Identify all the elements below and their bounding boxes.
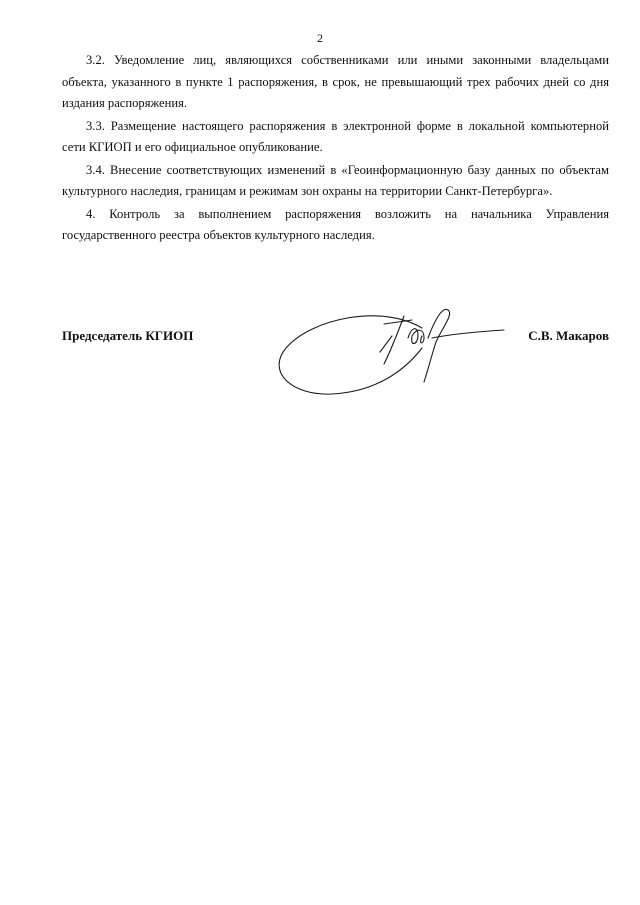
paragraph-4: 4. Контроль за выполнением распоряжения возложить на начальника Управления государственного реестра объектов культурного наследия. (62, 206, 609, 242)
paragraph-3-4: 3.4. Внесение соответствующих изменений в «Геоинформационную базу данных по объектам культурного наследия, границам и режимам зон охраны на территории Санкт-Петербурга». (62, 162, 609, 198)
paragraph-3-3: 3.3. Размещение настоящего распоряжения в электронной форме в локальной компьютерной сети КГИОП и его официальное опубликование. (62, 118, 609, 154)
paragraph-3-2: 3.2. Уведомление лиц, являющихся собственниками или иными законными владельцами объекта, указанного в пункте 1 распоряжения, в срок, не превышающий трех рабочих дней со дня издания распоряжения. (62, 53, 609, 110)
signatory-title: Председатель КГИОП (62, 328, 194, 343)
signature-block (62, 322, 609, 412)
handwritten-signature-icon (272, 308, 512, 408)
document-body (62, 50, 609, 248)
page-number: 2 (317, 31, 323, 45)
signatory-name: С.В. Макаров (528, 328, 609, 343)
